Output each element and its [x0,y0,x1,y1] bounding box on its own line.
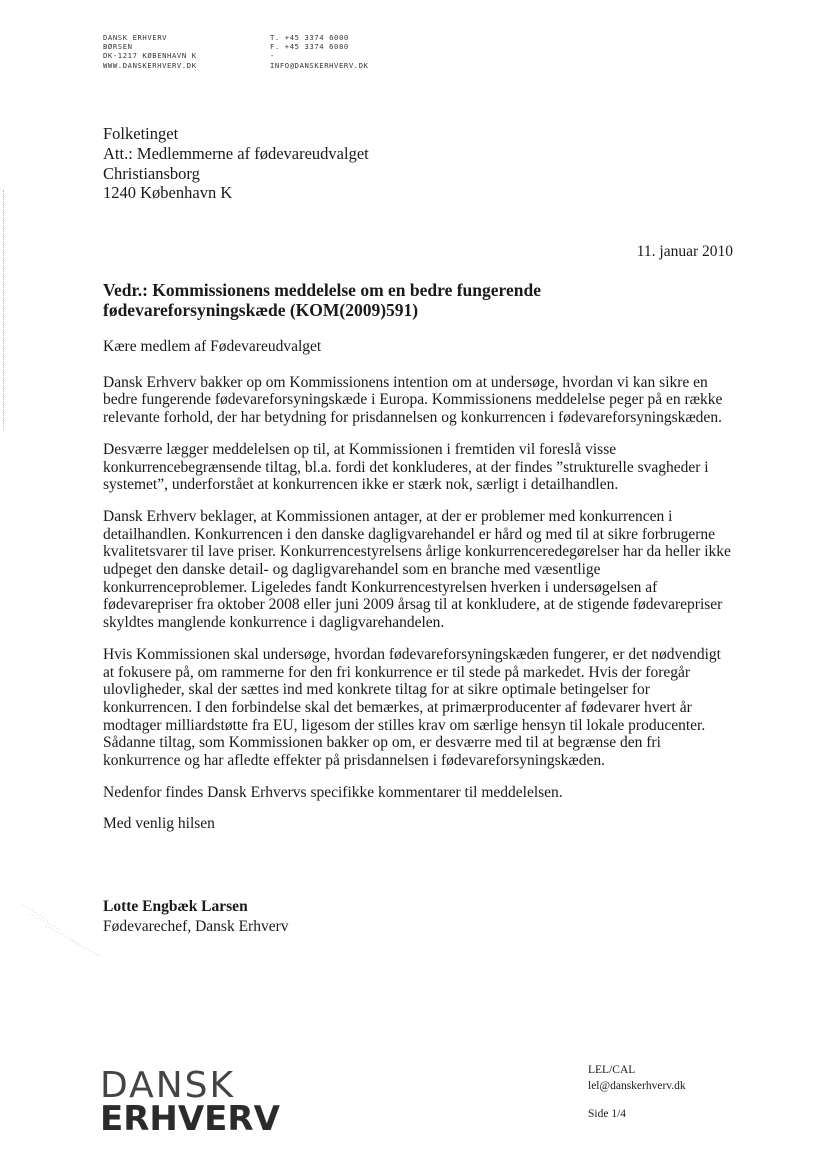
recipient-line: Christiansborg [103,163,200,183]
salutation: Kære medlem af Fødevareudvalget [103,338,322,355]
recipient-address [103,124,369,203]
body-paragraph: Dansk Erhverv beklager, at Kommissionen antager, at der er problemer med konkurrencen i detailhandlen. Konkurrencen i den danske dagligvarehandel er hård og med til at sikre forbrugerne kvalitetsvarer til lave priser. Konkurrencestyrelsens årlige konkurrenceredegørelser har da heller ikke udpeget den danske detail- og dagligvarehandel som en branche med væsentlige konkurrenceproblemer. Ligeledes fandt Konkurrencestyrelsen hverken i undersøgelsen af fødevarepriser fra oktober 2008 eller juni 2009 årsag til at konkludere, at de stigende fødevarepriser skyldtes manglende konkurrence i dagligvarehandelen. [103,507,731,632]
footer-info [588,1062,686,1122]
recipient-line: 1240 København K [103,183,233,203]
sender-line: BØRSEN [103,42,133,52]
body-paragraph: Desværre lægger meddelelsen op til, at Kommissionen i fremtiden vil foreslå visse konkurrencebegrænsende tiltag, bl.a. fordi det konkluderes, at der findes ”strukturelle svagheder i systemet”, underforstået at konkurrencen ikke er stærk nok, særligt i detailhandlen. [103,440,709,494]
sender-line: DANSK ERHVERV [103,33,168,42]
page-number: Side 1/4 [588,1108,627,1120]
closing: Med venlig hilsen [103,815,215,833]
scan-margin-mark [3,190,5,430]
sender-email: INFO@DANSKERHVERV.DK [270,60,369,70]
recipient-line: Att.: Medlemmerne af fødevareudvalget [103,143,369,163]
logo-line-1: DANSK [100,1065,236,1106]
scan-artifact-marks [20,900,110,960]
subject-heading: Vedr.: Kommissionens meddelelse om en bedre fungerende fødevareforsyningskæde (KOM(2009)591) [103,280,541,320]
sender-line: DK-1217 KØBENHAVN K [103,51,197,61]
logo-line-2: ERHVERV [100,1099,280,1139]
sender-fax: F. +45 3374 6080 [270,42,349,52]
body-paragraph: Hvis Kommissionen skal undersøge, hvordan fødevareforsyningskæden fungerer, er det nødvendigt at fokusere på, om rammerne for den fri konkurrence er til stede på markedet. Hvis der foregår ulovligheder, skal der sættes ind med konkrete tiltag for at sikre optimale betingelser for konkurrencen. I den forbindelse skal det bemærkes, at primærproducenter af fødevarer hvert år modtager milliardstøtte fra EU, ligesom der stilles krav om særlige hensyn til lokale producenter. Sådanne tiltag, som Kommissionen bakker op om, er desværre med til at begrænse den fri konkurrence og har afledte effekter på prisdannelsen i fødevareforsyningskæden. [103,645,721,770]
signatory-name: Lotte Engbæk Larsen [103,898,248,915]
sender-phone: T. +45 3374 6000 [270,33,349,42]
sender-line: WWW.DANSKERHVERV.DK [103,60,197,70]
sender-contact-block [270,33,369,70]
signature-block [103,897,289,937]
footer-reference: LEL/CAL [588,1064,636,1076]
body-paragraph: Dansk Erhverv bakker op om Kommissionens intention om at undersøge, hvordan vi kan sikre en bedre fungerende fødevareforsyningskæde i Europa. Kommissionens meddelelse peger på en række relevante forhold, der har betydning for prisdannelsen og konkurrencen i fødevareforsyningskæden. [103,373,723,427]
body-paragraph: Nedenfor findes Dansk Erhvervs specifikke kommentarer til meddelelsen. [103,783,563,801]
sender-separator: - [270,51,275,61]
signatory-title: Fødevarechef, Dansk Erhverv [103,918,289,935]
sender-address-block [103,33,197,70]
recipient-line: Folketinget [103,124,179,143]
company-logo [100,1065,280,1139]
footer-email: lel@danskerhverv.dk [588,1080,686,1092]
letter-body [103,338,733,849]
letter-date: 11. januar 2010 [636,243,733,260]
